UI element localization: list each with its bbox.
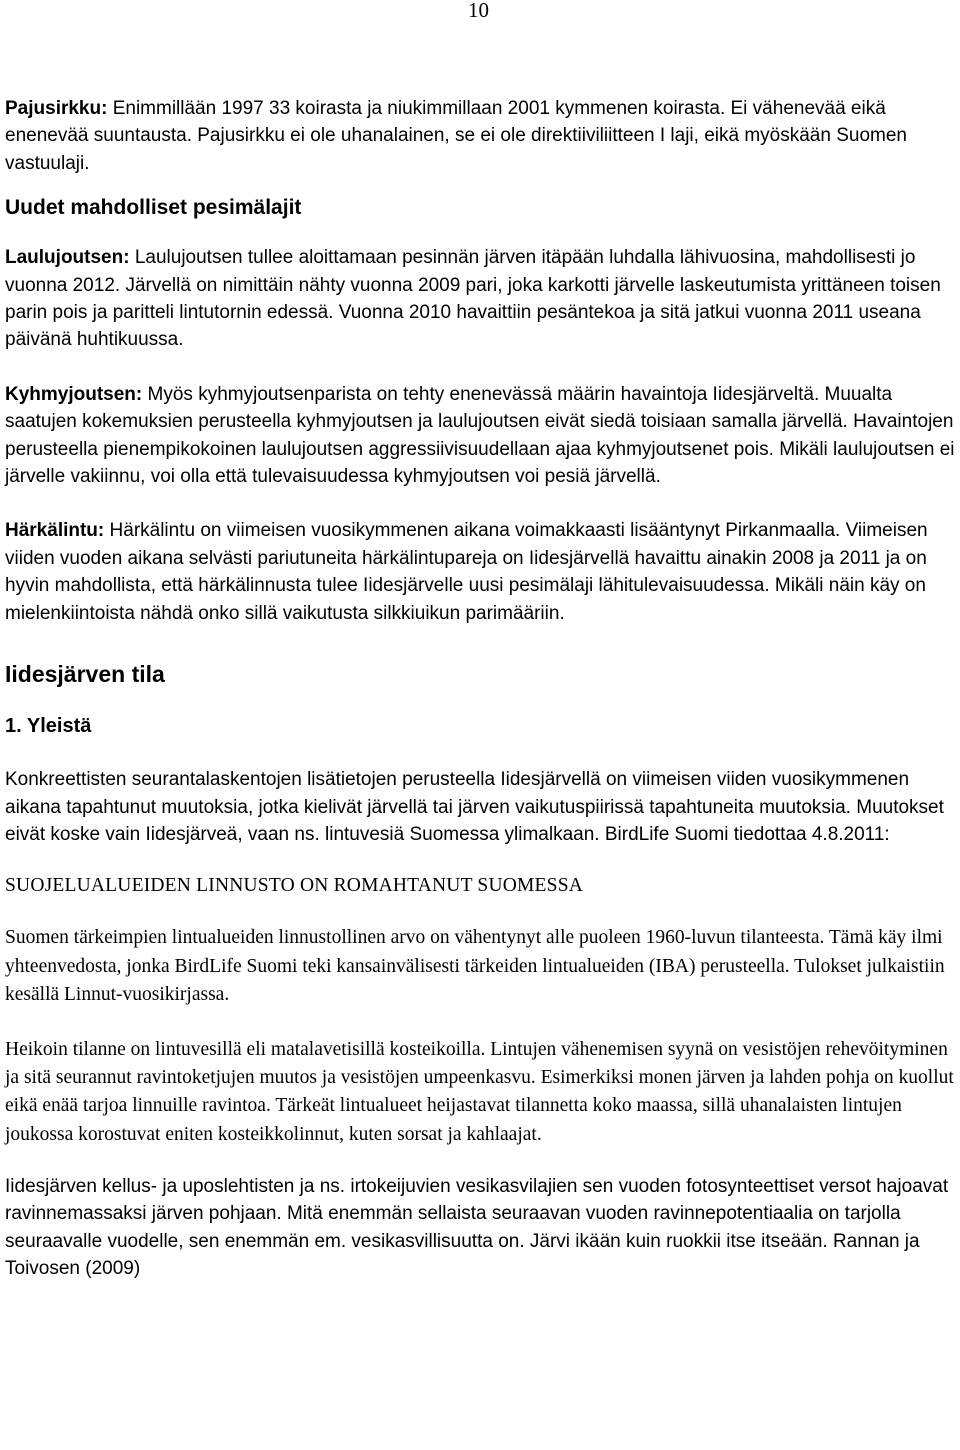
term-kyhmyjoutsen: Kyhmyjoutsen: <box>5 383 143 405</box>
paragraph-intro: Konkreettisten seurantalaskentojen lisätietojen perusteella Iidesjärvellä on viimeisen viiden vuosikymmenen aikana tapahtunut muutoksia, jotka kielivät järvellä tai järven vaikutuspiirissä tapahtuneita muutoksia. Muutokset eivät koske vain Iidesjärveä, vaan ns. lintuvesiä Suomessa ylimalkaan. BirdLife Suomi tiedottaa 4.8.2011: <box>5 769 944 845</box>
page-number: 10 <box>468 0 489 22</box>
paragraph-closing: Iidesjärven kellus- ja uposlehtisten ja ns. irtokeijuvien vesikasvilajien sen vuoden fotosynteettiset versot hajoavat ravinnemassaksi järven pohjaan. Mitä enemmän sellaista seuraavan vuoden ravinnepotentiaalia on tarjolla seuraavalle vuodelle, sen enemmän em. vesikasvillisuutta on. Järvi ikään kuin ruokkii itse itseään. Rannan ja Toivosen (2009) <box>5 1175 949 1279</box>
paragraph-laulujoutsen <box>5 244 960 354</box>
term-pajusirkku: Pajusirkku: <box>5 98 108 119</box>
paragraph-harkalintu <box>5 517 960 627</box>
paragraph-kyhmyjoutsen <box>5 381 960 491</box>
press-release-paragraph-1: Suomen tärkeimpien lintualueiden linnustollinen arvo on vähentynyt alle puoleen 1960-luvun tilanteesta. Tämä käy ilmi yhteenvedosta, jonka BirdLife Suomi teki kansainvälisesti tärkeiden lintualueiden (IBA) perusteella. Tulokset julkaistiin kesällä Linnut-vuosikirjassa. <box>5 927 945 1005</box>
press-release-paragraph-2: Heikoin tilanne on lintuvesillä eli matalavetisillä kosteikoilla. Lintujen vähenemisen syynä on vesistöjen rehevöityminen ja sitä seurannut ravintoketjujen muutos ja vesistöjen umpeenkasvu. Esimerkiksi monen järven ja lahden pohja on kuollut eikä enää tarjoa linnuille ravintoa. Tärkeät lintualueet heijastavat tilannetta koko maassa, sillä uhanalaisten lintujen joukossa korostuvat eniten kosteikkolinnut, kuten sorsat ja kahlaajat. <box>5 1038 954 1145</box>
press-release-title: SUOJELUALUEIDEN LINNUSTO ON ROMAHTANUT SUOMESSA <box>5 875 584 897</box>
term-harkalintu: Härkälintu: <box>5 520 105 542</box>
text-pajusirkku: Enimmillään 1997 33 koirasta ja niukimmillaan 2001 kymmenen koirasta. Ei vähenevää eikä enenevää suuntausta. Pajusirkku ei ole uhanalainen, se ei ole direktiiviliitteen I laji, eikä myöskään Suomen vastuulaji. <box>5 98 907 174</box>
text-harkalintu: Härkälintu on viimeisen vuosikymmenen aikana voimakkaasti lisääntynyt Pirkanmaalla. Viimeisen viiden vuoden aikana selvästi pariutuneita härkälintupareja on Iidesjärvellä havaittu ainakin 2008 ja 2011 ja on hyvin mahdollista, että härkälinnusta tulee Iidesjärvelle uusi pesimälaji lähitulevaisuudessa. Mikäli näin käy on mielenkiintoista nähdä onko sillä vaikutusta silkkiuikun parimääriin. <box>5 520 928 624</box>
paragraph-pajusirkku <box>5 95 960 177</box>
heading-lake-state: Iidesjärven tila <box>5 661 165 688</box>
text-kyhmyjoutsen: Myös kyhmyjoutsenparista on tehty enenevässä määrin havaintoja Iidesjärveltä. Muualta saatujen kokemuksien perusteella kyhmyjoutsen ja laulujoutsen eivät siedä toisiaan samalla järvellä. Havaintojen perusteella pienempikokoinen laulujoutsen aggressiivisuudellaan ajaa kyhmyjoutsenet pois. Mikäli laulujoutsen ei järvelle vakiinnu, voi olla että tulevaisuudessa kyhmyjoutsen voi pesiä järvellä. <box>5 383 955 488</box>
text-laulujoutsen: Laulujoutsen tullee aloittamaan pesinnän järven itäpään luhdalla lähivuosina, mahdollisesti jo vuonna 2012. Järvellä on nimittäin nähty vuonna 2009 pari, joka karkotti järvelle laskeutumista yrittäneen toisen parin pois ja paritteli lintutornin edessä. Vuonna 2010 havaittiin pesäntekoa ja sitä jatkui vuonna 2011 useana päivänä huhtikuussa. <box>5 247 941 351</box>
heading-new-species: Uudet mahdolliset pesimälajit <box>5 196 302 220</box>
term-laulujoutsen: Laulujoutsen: <box>5 247 130 269</box>
page-content <box>5 95 960 1282</box>
heading-general: 1. Yleistä <box>5 715 92 738</box>
